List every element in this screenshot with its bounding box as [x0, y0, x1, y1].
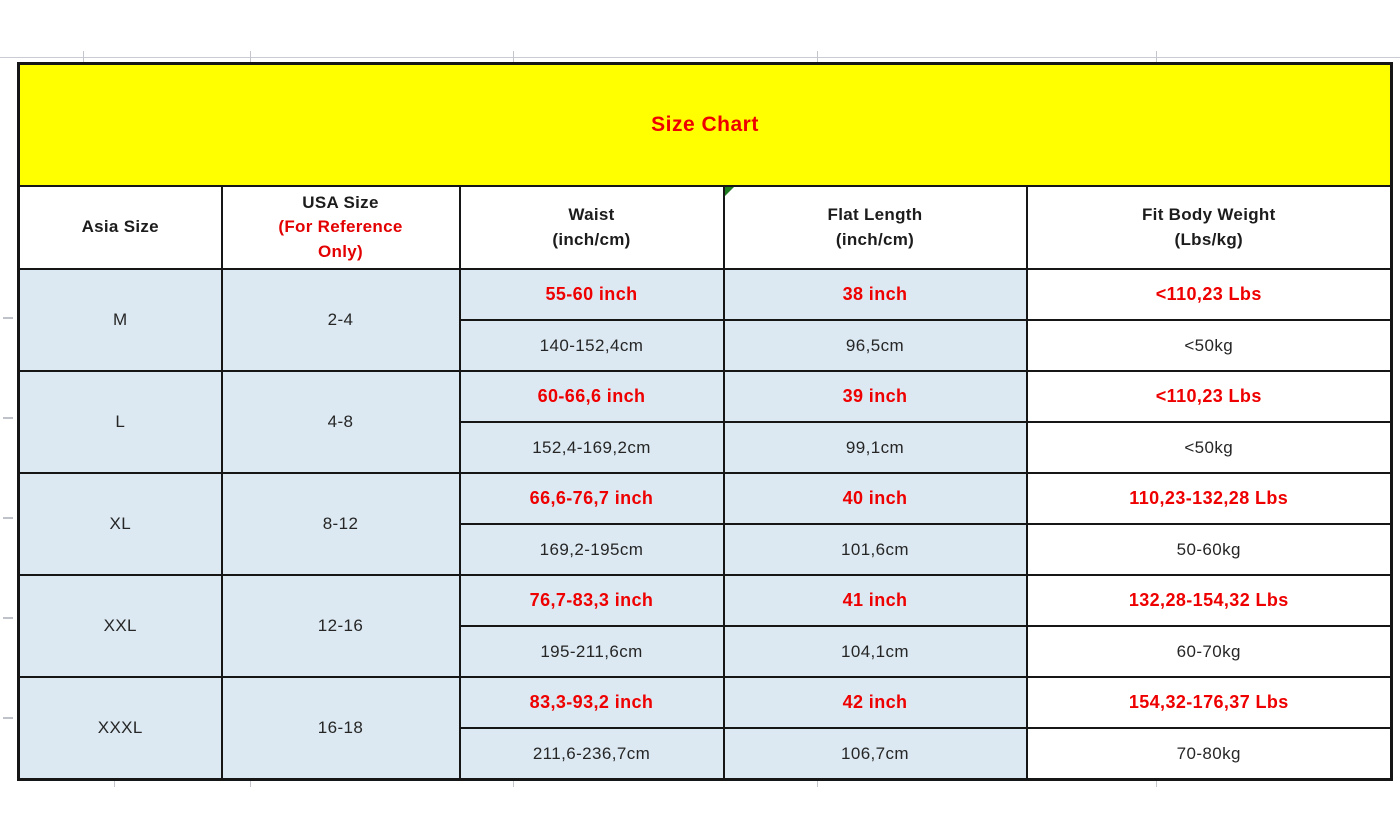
table-row [19, 371, 1392, 422]
size-chart-table [17, 62, 1393, 781]
col-header-unit: (inch/cm) [552, 229, 631, 249]
waist-inch-cell: 66,6-76,7 inch [460, 473, 724, 524]
usa-size-cell: 8-12 [222, 473, 460, 575]
weight-lbs-cell: 110,23-132,28 Lbs [1027, 473, 1392, 524]
col-header-unit: (inch/cm) [835, 229, 915, 249]
col-header-label: Flat Length [827, 204, 923, 224]
waist-inch-cell: 83,3-93,2 inch [460, 677, 724, 728]
cell-error-indicator-icon [725, 187, 734, 196]
gridline-dash [3, 617, 13, 619]
col-header-waist [460, 186, 724, 269]
waist-inch-cell: 60-66,6 inch [460, 371, 724, 422]
weight-kg-cell: 70-80kg [1027, 728, 1392, 780]
asia-size-cell: XXL [19, 575, 222, 677]
col-header-fit-body-weight [1027, 186, 1392, 269]
flat-length-inch-cell: 39 inch [724, 371, 1027, 422]
waist-cm-cell: 169,2-195cm [460, 524, 724, 575]
weight-lbs-cell: 154,32-176,37 Lbs [1027, 677, 1392, 728]
gridline-dash [3, 717, 13, 719]
asia-size-cell: L [19, 371, 222, 473]
flat-length-cm-cell: 101,6cm [724, 524, 1027, 575]
col-header-label: Asia Size [81, 217, 159, 237]
table-row [19, 575, 1392, 626]
weight-kg-cell: <50kg [1027, 422, 1392, 473]
weight-lbs-cell: <110,23 Lbs [1027, 371, 1392, 422]
flat-length-cm-cell: 99,1cm [724, 422, 1027, 473]
weight-lbs-cell: <110,23 Lbs [1027, 269, 1392, 320]
flat-length-inch-cell: 41 inch [724, 575, 1027, 626]
usa-size-cell: 4-8 [222, 371, 460, 473]
waist-cm-cell: 140-152,4cm [460, 320, 724, 371]
waist-inch-cell: 76,7-83,3 inch [460, 575, 724, 626]
waist-inch-cell: 55-60 inch [460, 269, 724, 320]
usa-size-cell: 16-18 [222, 677, 460, 780]
col-header-label: USA Size [302, 192, 379, 212]
gridline-dash [3, 417, 13, 419]
weight-lbs-cell: 132,28-154,32 Lbs [1027, 575, 1392, 626]
size-chart-title: Size Chart [19, 64, 1392, 187]
flat-length-inch-cell: 40 inch [724, 473, 1027, 524]
flat-length-inch-cell: 38 inch [724, 269, 1027, 320]
col-header-unit: (Lbs/kg) [1174, 229, 1244, 249]
weight-kg-cell: <50kg [1027, 320, 1392, 371]
flat-length-cm-cell: 104,1cm [724, 626, 1027, 677]
gridline-horizontal-top [0, 57, 1400, 58]
asia-size-cell: XL [19, 473, 222, 575]
col-header-label: Waist [568, 204, 615, 224]
weight-kg-cell: 60-70kg [1027, 626, 1392, 677]
table-row [19, 473, 1392, 524]
flat-length-cm-cell: 106,7cm [724, 728, 1027, 780]
waist-cm-cell: 195-211,6cm [460, 626, 724, 677]
flat-length-inch-cell: 42 inch [724, 677, 1027, 728]
table-row [19, 677, 1392, 728]
table-row [19, 269, 1392, 320]
gridline-dash [3, 517, 13, 519]
col-header-flat-length [724, 186, 1027, 269]
waist-cm-cell: 152,4-169,2cm [460, 422, 724, 473]
asia-size-cell: M [19, 269, 222, 371]
weight-kg-cell: 50-60kg [1027, 524, 1392, 575]
header-row [19, 186, 1392, 269]
usa-size-cell: 12-16 [222, 575, 460, 677]
banner-row [19, 64, 1392, 187]
col-header-label: Fit Body Weight [1141, 204, 1276, 224]
gridline-dash [3, 317, 13, 319]
col-header-usa-size [222, 186, 460, 269]
usa-size-cell: 2-4 [222, 269, 460, 371]
flat-length-cm-cell: 96,5cm [724, 320, 1027, 371]
waist-cm-cell: 211,6-236,7cm [460, 728, 724, 780]
col-header-asia-size [19, 186, 222, 269]
asia-size-cell: XXXL [19, 677, 222, 780]
col-header-note: (For Reference Only) [278, 217, 403, 261]
